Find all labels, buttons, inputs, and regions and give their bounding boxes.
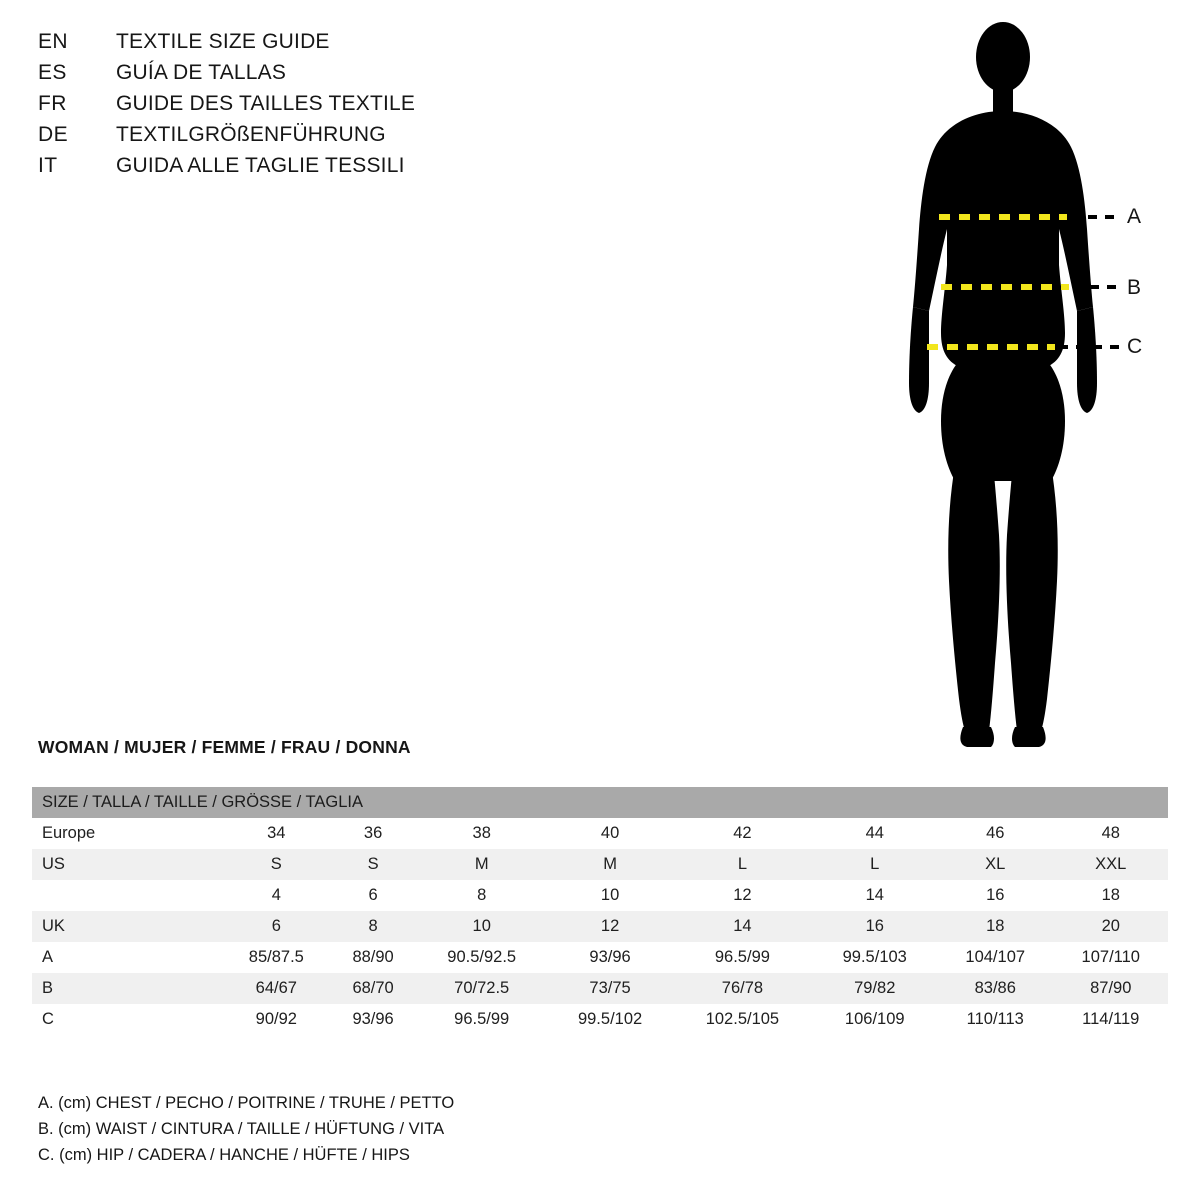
marker-label-a: A [1127, 205, 1142, 228]
title-row [38, 61, 558, 92]
cell: M [548, 849, 672, 880]
cell: 83/86 [937, 973, 1054, 1004]
cell: 18 [1054, 880, 1168, 911]
cell: 93/96 [331, 1004, 416, 1035]
marker-label-c: C [1127, 335, 1143, 358]
cell: 85/87.5 [222, 942, 331, 973]
footnote-b: B. (cm) WAIST / CINTURA / TAILLE / HÜFTUNG / VITA [38, 1120, 445, 1138]
cell: 42 [672, 818, 812, 849]
cell: 4 [222, 880, 331, 911]
table-row [32, 942, 1168, 973]
footnotes [38, 1090, 738, 1168]
title-text: GUIDE DES TAILLES TEXTILE [116, 92, 416, 115]
row-label: Europe [32, 818, 222, 849]
cell: XL [937, 849, 1054, 880]
table-row [32, 973, 1168, 1004]
cell: 34 [222, 818, 331, 849]
cell: 88/90 [331, 942, 416, 973]
size-table [32, 787, 1168, 1035]
table-row [32, 880, 1168, 911]
table-header-label: SIZE / TALLA / TAILLE / GRÖSSE / TAGLIA [32, 787, 1168, 818]
cell: 16 [813, 911, 937, 942]
cell: 70/72.5 [416, 973, 548, 1004]
cell: S [331, 849, 416, 880]
cell: 10 [548, 880, 672, 911]
cell: 90.5/92.5 [416, 942, 548, 973]
cell: 76/78 [672, 973, 812, 1004]
cell: 12 [672, 880, 812, 911]
cell: 40 [548, 818, 672, 849]
cell: 20 [1054, 911, 1168, 942]
table-row [32, 1004, 1168, 1035]
cell: 107/110 [1054, 942, 1168, 973]
title-text: TEXTILGRÖßENFÜHRUNG [116, 123, 386, 146]
title-text: GUÍA DE TALLAS [116, 61, 287, 84]
body-silhouette [909, 22, 1097, 747]
cell: 8 [416, 880, 548, 911]
cell: 96.5/99 [416, 1004, 548, 1035]
cell: 99.5/102 [548, 1004, 672, 1035]
language-code: FR [38, 92, 67, 115]
row-label: UK [32, 911, 222, 942]
row-label: A [32, 942, 222, 973]
cell: 48 [1054, 818, 1168, 849]
marker-label-b: B [1127, 276, 1142, 299]
title-row [38, 123, 558, 154]
cell: 16 [937, 880, 1054, 911]
language-code: DE [38, 123, 68, 146]
row-label: US [32, 849, 222, 880]
cell: 87/90 [1054, 973, 1168, 1004]
cell: S [222, 849, 331, 880]
cell: 8 [331, 911, 416, 942]
table-row [32, 849, 1168, 880]
section-title: WOMAN / MUJER / FEMME / FRAU / DONNA [38, 737, 411, 757]
title-row [38, 92, 558, 123]
cell: 38 [416, 818, 548, 849]
cell: 68/70 [331, 973, 416, 1004]
cell: 79/82 [813, 973, 937, 1004]
cell: 110/113 [937, 1004, 1054, 1035]
cell: L [813, 849, 937, 880]
cell: 6 [222, 911, 331, 942]
cell: 90/92 [222, 1004, 331, 1035]
table-row [32, 818, 1168, 849]
row-label: B [32, 973, 222, 1004]
row-label [32, 880, 222, 911]
cell: 10 [416, 911, 548, 942]
footnote-c: C. (cm) HIP / CADERA / HANCHE / HÜFTE / HIPS [38, 1146, 410, 1164]
cell: L [672, 849, 812, 880]
language-code: ES [38, 61, 67, 84]
cell: 14 [813, 880, 937, 911]
cell: 36 [331, 818, 416, 849]
silhouette-svg [855, 15, 1185, 755]
title-row [38, 30, 558, 61]
cell: 99.5/103 [813, 942, 937, 973]
cell: 96.5/99 [672, 942, 812, 973]
cell: 12 [548, 911, 672, 942]
cell: 102.5/105 [672, 1004, 812, 1035]
cell: 93/96 [548, 942, 672, 973]
cell: 44 [813, 818, 937, 849]
table-header-row [32, 787, 1168, 818]
cell: 104/107 [937, 942, 1054, 973]
title-text: TEXTILE SIZE GUIDE [116, 30, 330, 53]
cell: 14 [672, 911, 812, 942]
female-silhouette-figure [855, 15, 1185, 755]
table-row [32, 911, 1168, 942]
cell: 114/119 [1054, 1004, 1168, 1035]
title-row [38, 154, 558, 185]
cell: M [416, 849, 548, 880]
cell: 64/67 [222, 973, 331, 1004]
language-code: EN [38, 30, 68, 53]
cell: 18 [937, 911, 1054, 942]
title-text: GUIDA ALLE TAGLIE TESSILI [116, 154, 405, 177]
cell: 106/109 [813, 1004, 937, 1035]
cell: 6 [331, 880, 416, 911]
cell: 73/75 [548, 973, 672, 1004]
row-label: C [32, 1004, 222, 1035]
cell: 46 [937, 818, 1054, 849]
cell: XXL [1054, 849, 1168, 880]
language-code: IT [38, 154, 58, 177]
title-block [38, 30, 558, 185]
footnote-a: A. (cm) CHEST / PECHO / POITRINE / TRUHE / PETTO [38, 1094, 455, 1112]
